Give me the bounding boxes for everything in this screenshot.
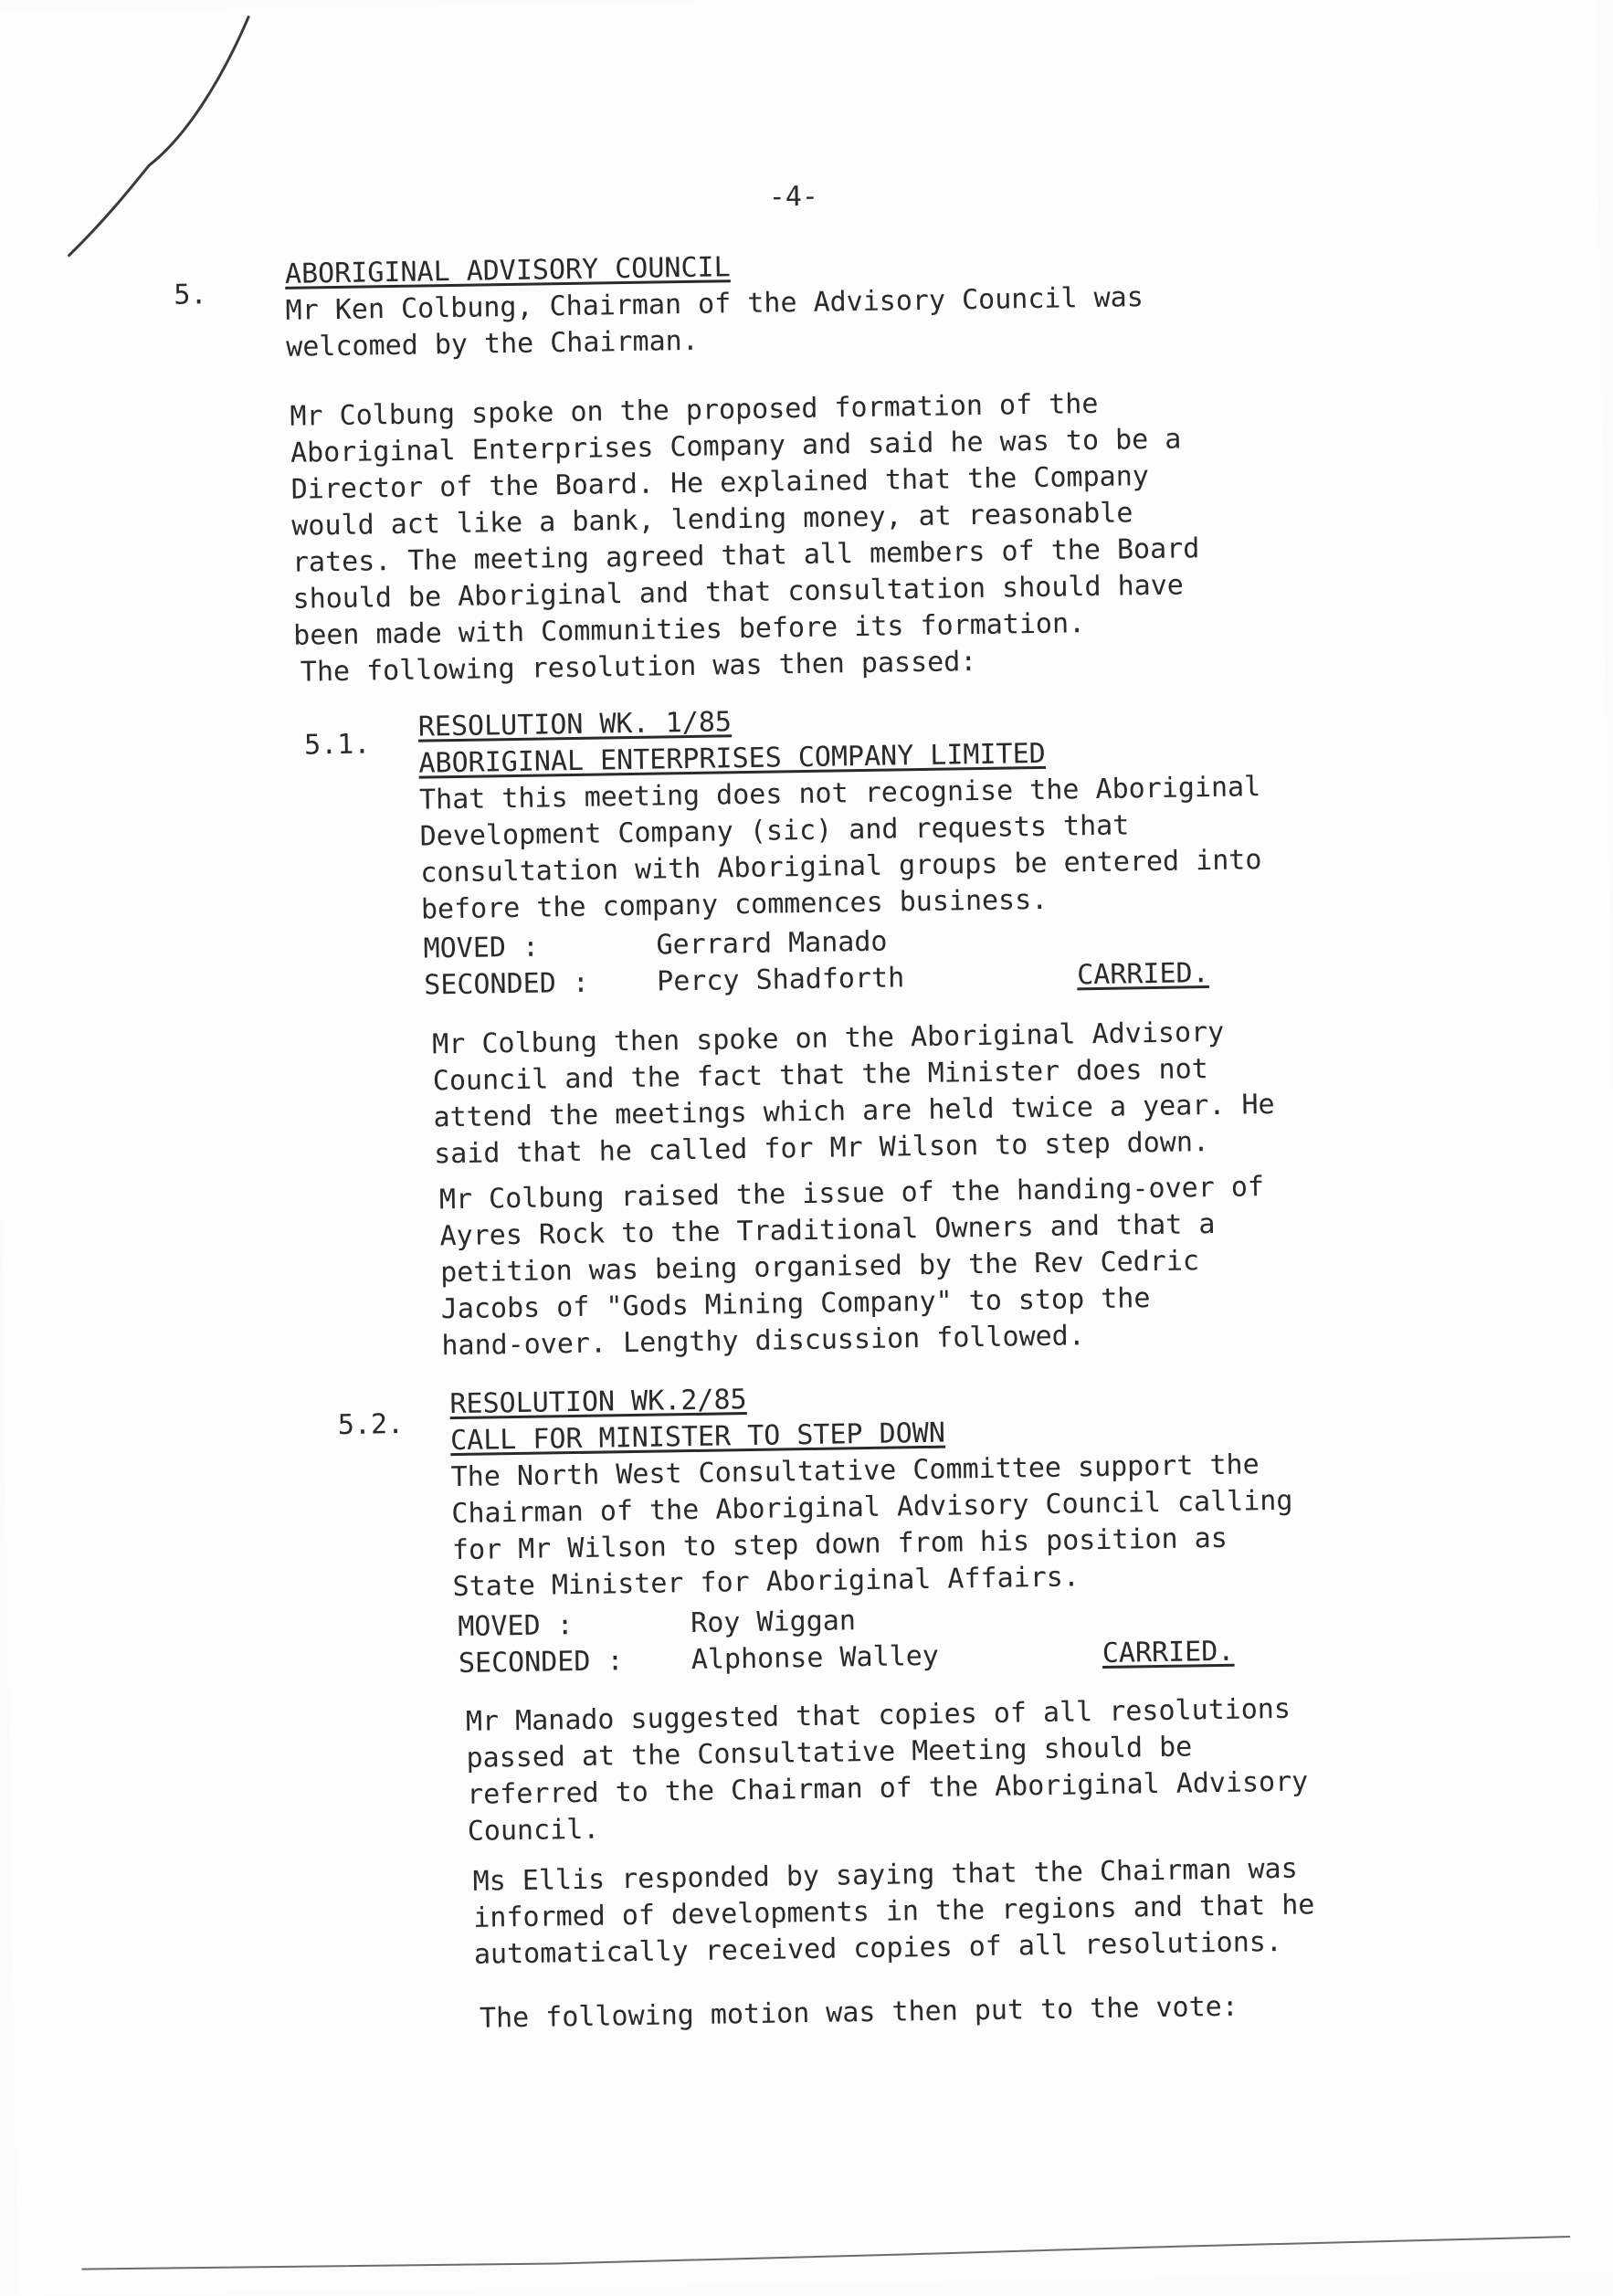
text-line: welcomed by the Chairman. bbox=[285, 324, 700, 363]
text-line: Mr Manado suggested that copies of all resolutions bbox=[465, 1692, 1291, 1738]
paragraph-2: The following resolution was then passed: bbox=[300, 646, 977, 689]
text-line: automatically received copies of all resolutions. bbox=[473, 1925, 1283, 1971]
moved-label: MOVED : bbox=[423, 931, 540, 965]
text-line: Mr Ken Colbung, Chairman of the Advisory Council was bbox=[285, 281, 1144, 327]
resolution-2-seconded-row bbox=[459, 1636, 1235, 1680]
moved-label: MOVED : bbox=[458, 1609, 574, 1644]
seconded-name: Percy Shadforth bbox=[656, 962, 905, 998]
resolution-2-number: 5.2. bbox=[337, 1407, 405, 1442]
carried-result: CARRIED. bbox=[1076, 957, 1209, 992]
text-line: Ms Ellis responded by saying that the Chairman was bbox=[472, 1852, 1298, 1898]
section-number: 5. bbox=[174, 279, 207, 311]
text-line: rates. The meeting agreed that all members of the Board bbox=[291, 532, 1200, 579]
paragraph-7: The following motion was then put to the vote: bbox=[479, 1990, 1239, 2035]
text-line: informed of developments in the regions and that he bbox=[473, 1889, 1315, 1934]
text-line: referred to the Chairman of the Aboriginal Advisory bbox=[466, 1765, 1309, 1811]
text-line: Mr Colbung spoke on the proposed formation of the bbox=[290, 387, 1099, 433]
resolution-1-number: 5.1. bbox=[303, 728, 371, 762]
text-line: Ayres Rock to the Traditional Owners and that a bbox=[439, 1207, 1216, 1253]
seconded-name: Alphonse Walley bbox=[691, 1639, 940, 1677]
pen-stroke-mark bbox=[37, 8, 278, 268]
text-line: Council and the fact that the Minister does not bbox=[432, 1053, 1208, 1098]
text-line: petition was being organised by the Rev Cedric bbox=[439, 1245, 1200, 1290]
text-line: attend the meetings which are held twice a year. He bbox=[433, 1088, 1275, 1134]
resolution-1-title: RESOLUTION WK. 1/85 bbox=[417, 706, 733, 743]
text-line: Council. bbox=[467, 1813, 600, 1848]
paragraph-3 bbox=[432, 1014, 1276, 1173]
resolution-1-moved-row bbox=[423, 923, 1058, 965]
paragraph-5 bbox=[466, 1690, 1310, 1849]
carried-result: CARRIED. bbox=[1102, 1635, 1235, 1669]
text-line: should be Aboriginal and that consultation should have bbox=[292, 569, 1185, 616]
text-line: consultation with Aboriginal groups be entered into bbox=[420, 844, 1262, 890]
text-line: State Minister for Aboriginal Affairs. bbox=[452, 1561, 1081, 1604]
resolution-1 bbox=[418, 696, 1263, 928]
text-line: would act like a bank, lending money, at reasonable bbox=[291, 497, 1133, 542]
resolution-2 bbox=[449, 1374, 1294, 1606]
text-line: passed at the Consultative Meeting should be bbox=[466, 1731, 1193, 1775]
text-line: Director of the Board. He explained that the Company bbox=[290, 460, 1150, 506]
page-edge-line bbox=[81, 2228, 1579, 2279]
text-line: That this meeting does not recognise the Aboriginal bbox=[418, 771, 1261, 816]
page-number: -4- bbox=[768, 180, 819, 214]
resolution-2-subtitle: CALL FOR MINISTER TO STEP DOWN bbox=[449, 1417, 946, 1458]
paragraph-1 bbox=[290, 384, 1201, 655]
section-heading-text: ABORIGINAL ADVISORY COUNCIL bbox=[284, 251, 731, 290]
text-line: before the company commences business. bbox=[420, 883, 1049, 926]
moved-name: Roy Wiggan bbox=[690, 1605, 857, 1640]
text-line: Chairman of the Aboriginal Advisory Council calling bbox=[451, 1484, 1293, 1531]
text-line: Aboriginal Enterprises Company and said he was to be a bbox=[290, 423, 1182, 469]
paragraph-6 bbox=[472, 1850, 1315, 1973]
text-line: for Mr Wilson to step down from his position as bbox=[451, 1522, 1228, 1567]
text-line: Development Company (sic) and requests that bbox=[419, 809, 1130, 853]
text-line: said that he called for Mr Wilson to step down. bbox=[433, 1126, 1210, 1171]
seconded-label: SECONDED : bbox=[458, 1645, 624, 1680]
text-line: Mr Colbung then spoke on the Aboriginal Advisory bbox=[432, 1016, 1225, 1061]
text-line: The North West Consultative Committee support the bbox=[450, 1448, 1260, 1494]
resolution-2-moved-row bbox=[458, 1601, 1092, 1643]
moved-name: Gerrard Manado bbox=[656, 925, 888, 962]
text-line: hand-over. Lengthy discussion followed. bbox=[441, 1320, 1086, 1363]
resolution-1-seconded-row bbox=[424, 957, 1209, 1001]
section-intro bbox=[285, 279, 1144, 366]
resolution-1-subtitle: ABORIGINAL ENTERPRISES COMPANY LIMITED bbox=[418, 737, 1046, 780]
paragraph-4 bbox=[439, 1169, 1267, 1364]
text-line: Mr Colbung raised the issue of the handing-over of bbox=[438, 1171, 1265, 1216]
text-line: been made with Communities before its formation. bbox=[292, 607, 1086, 652]
text-line: Jacobs of "Gods Mining Company" to stop the bbox=[440, 1282, 1151, 1326]
seconded-label: SECONDED : bbox=[423, 966, 590, 1002]
resolution-2-title: RESOLUTION WK.2/85 bbox=[449, 1384, 747, 1421]
